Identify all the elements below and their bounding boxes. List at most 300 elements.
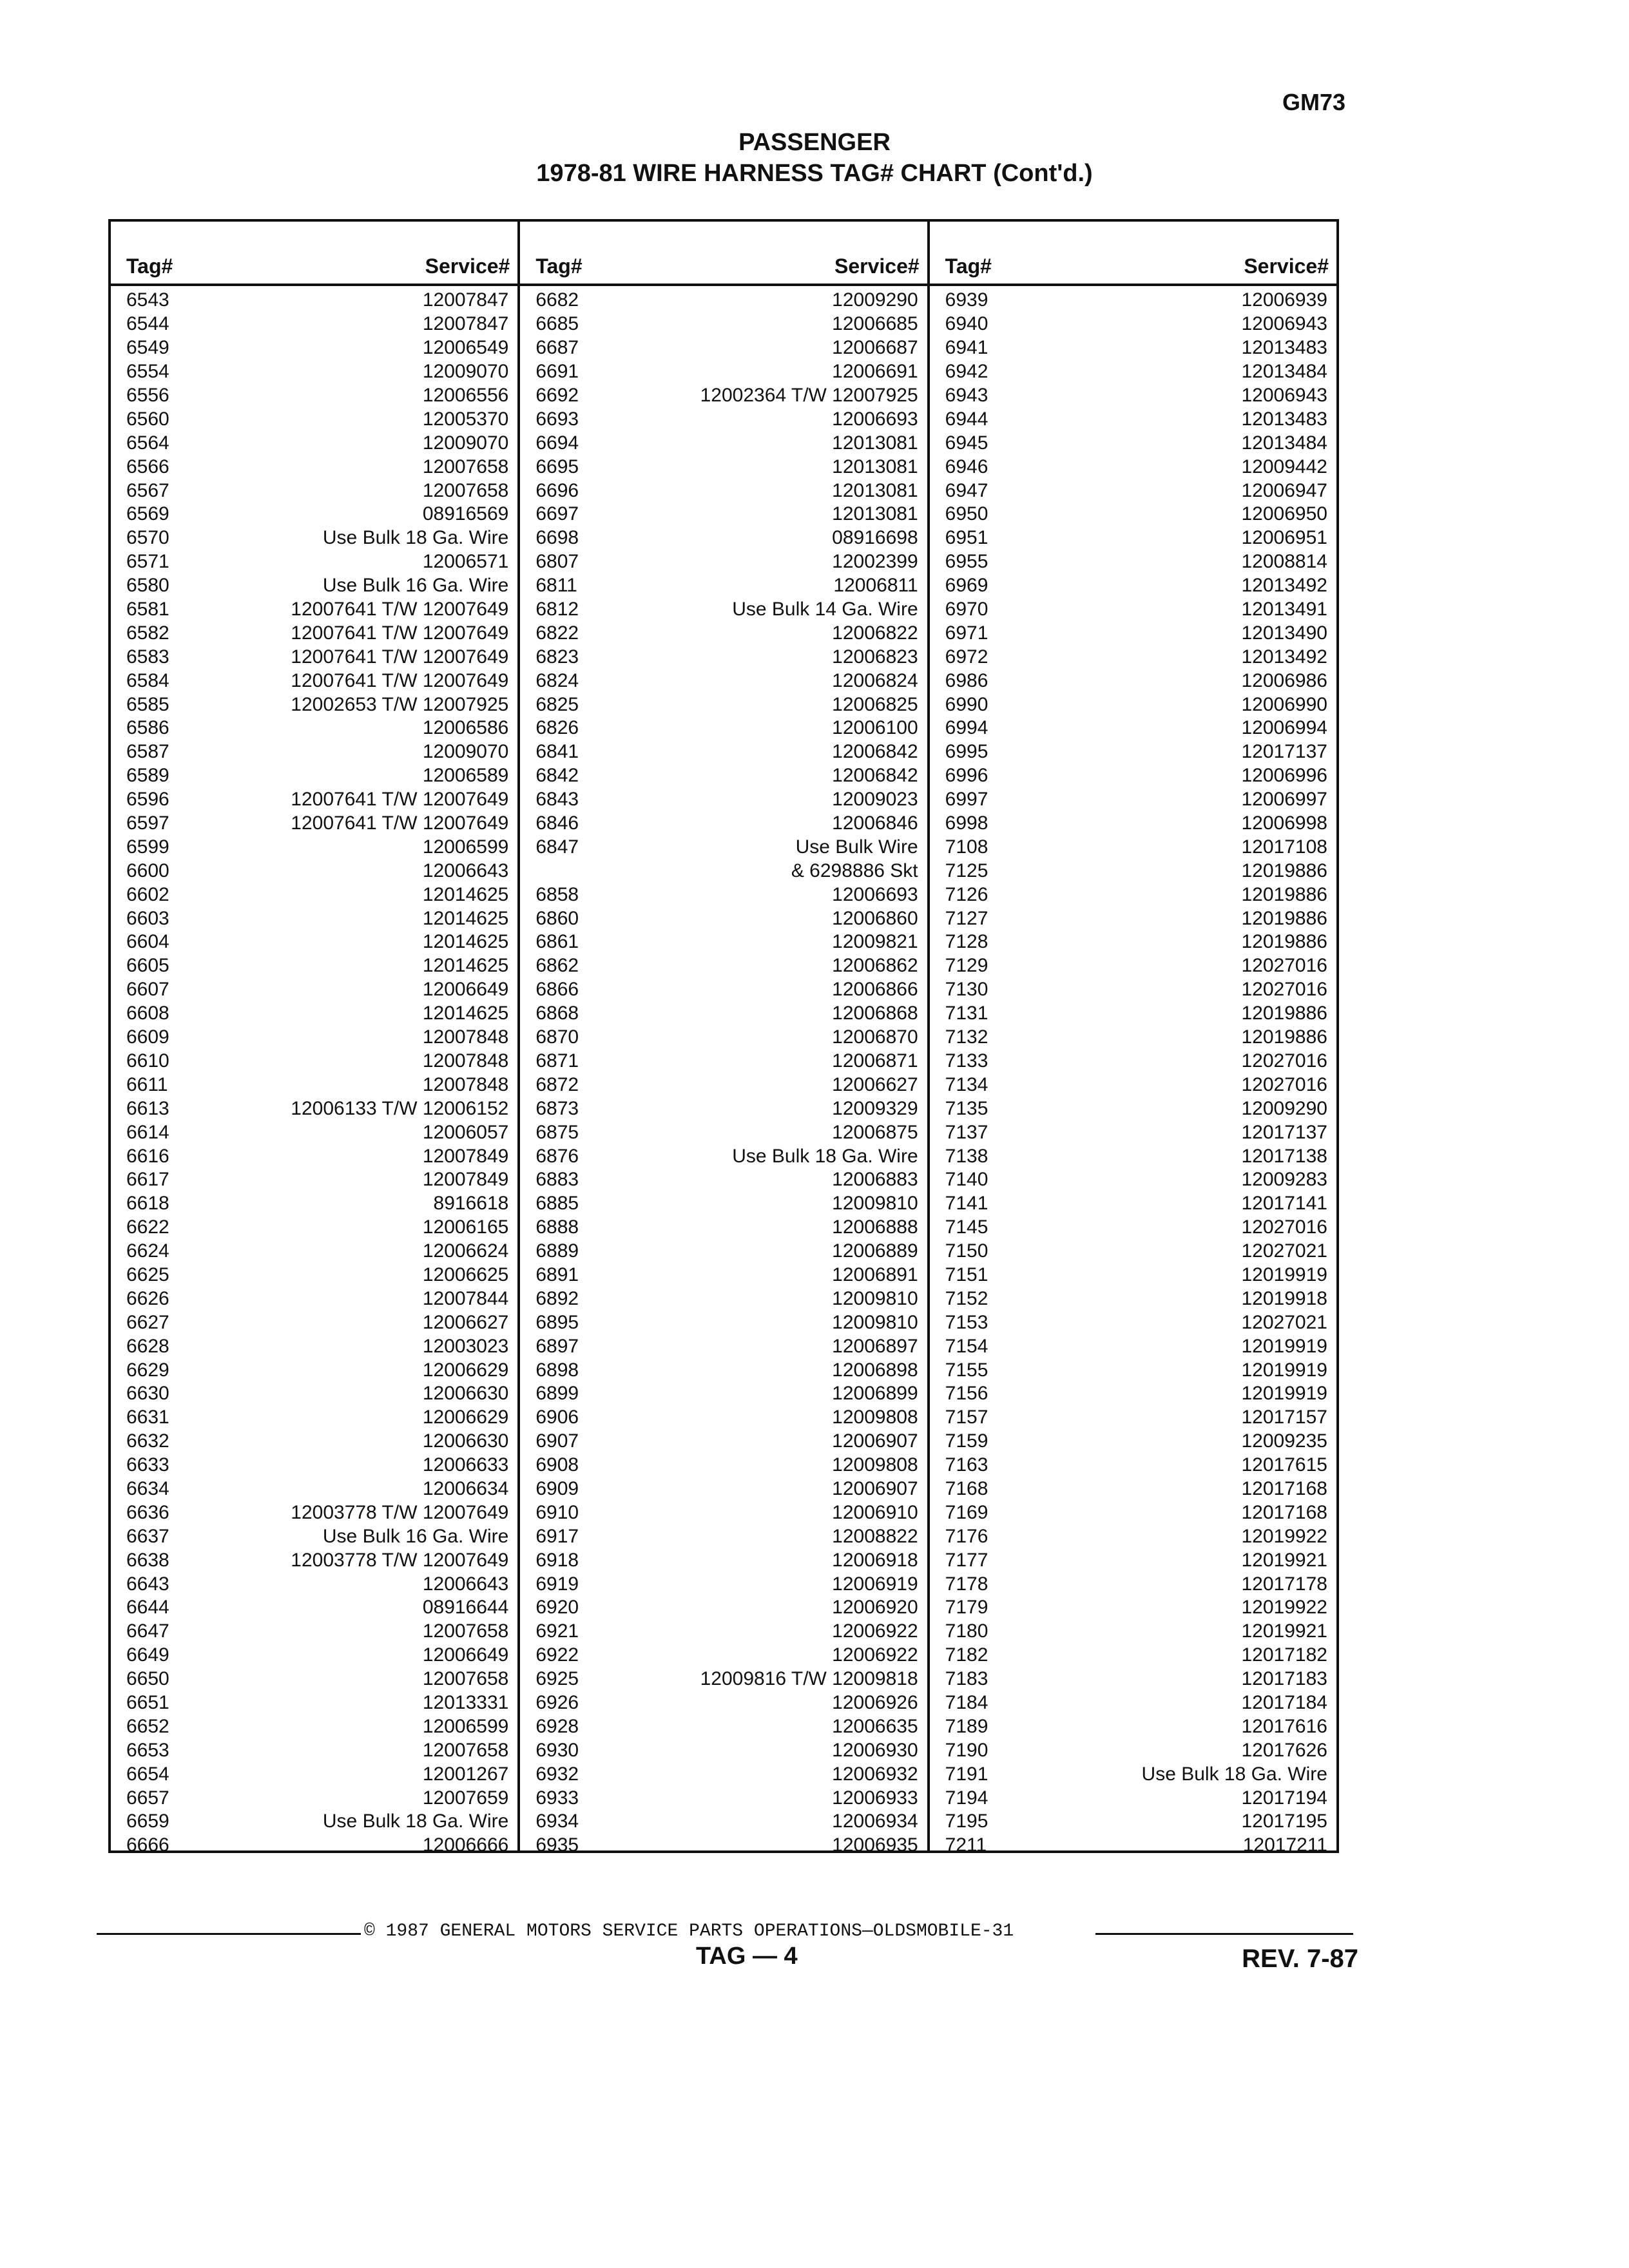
table-row: [520, 1454, 927, 1477]
table-row: [111, 1572, 517, 1596]
tag-number: 7176: [945, 1525, 988, 1547]
table-row: [520, 1715, 927, 1738]
service-number: 12006842: [832, 765, 918, 787]
service-number: 12006057: [422, 1121, 509, 1143]
tag-number: 7126: [945, 883, 988, 905]
service-number: 12019921: [1241, 1620, 1327, 1642]
service-number: 12006627: [832, 1073, 918, 1095]
tag-number: 6631: [126, 1407, 169, 1428]
tag-number: 7153: [945, 1311, 988, 1333]
table-row: [111, 930, 517, 954]
tag-number: 6872: [535, 1073, 579, 1095]
table-row: [930, 1786, 1336, 1810]
table-row: [520, 1334, 927, 1358]
service-number: 12007641 T/W 12007649: [291, 789, 509, 811]
tag-number: 7108: [945, 836, 988, 858]
tag-number: 6587: [126, 741, 169, 763]
tag-number: 6604: [126, 931, 169, 953]
table-row: [520, 1667, 927, 1691]
table-row: [111, 883, 517, 907]
service-number: 12006811: [833, 575, 918, 597]
tag-number: 6647: [126, 1620, 169, 1642]
table-row: [111, 812, 517, 836]
tag-number: 6969: [945, 575, 988, 597]
column-header: [111, 222, 517, 286]
service-number: 12006920: [832, 1597, 918, 1619]
service-number: 12007849: [422, 1145, 509, 1167]
service-number: 12008822: [832, 1525, 918, 1547]
service-number: 12003023: [422, 1335, 509, 1357]
tag-number: 6610: [126, 1050, 169, 1072]
service-number: 12019919: [1241, 1383, 1327, 1405]
table-row: [111, 336, 517, 360]
service-number: 12009816 T/W 12009818: [700, 1668, 918, 1690]
service-number: 12019886: [1241, 931, 1327, 953]
table-row: [520, 384, 927, 408]
table-rows: [111, 286, 517, 1858]
service-number: 12006823: [832, 646, 918, 668]
service-number: 12007658: [422, 1668, 509, 1690]
service-number: 12007847: [422, 289, 509, 311]
tag-number: 6955: [945, 551, 988, 573]
service-number: 12019919: [1241, 1359, 1327, 1381]
table-row: [520, 788, 927, 812]
table-row: [520, 1762, 927, 1786]
service-number: 12006599: [422, 836, 509, 858]
table-row: [520, 1002, 927, 1026]
service-header: Service#: [1244, 255, 1329, 278]
tag-number: 6950: [945, 503, 988, 525]
table-row: [520, 1264, 927, 1287]
service-number: 12009070: [422, 741, 509, 763]
service-number: 12006825: [832, 693, 918, 715]
table-row: [111, 907, 517, 930]
tag-number: 6622: [126, 1216, 169, 1238]
service-number: 12013492: [1241, 575, 1327, 597]
table-row: [111, 1097, 517, 1120]
table-row: [520, 740, 927, 764]
table-row: [520, 598, 927, 622]
service-number: 12006635: [832, 1715, 918, 1737]
tag-number: 6995: [945, 741, 988, 763]
service-number: 12017157: [1241, 1407, 1327, 1428]
tag-number: 6941: [945, 337, 988, 359]
tag-number: 6599: [126, 836, 169, 858]
table-row: [520, 479, 927, 503]
service-number: 12007641 T/W 12007649: [291, 599, 509, 620]
tag-number: 6908: [535, 1454, 579, 1476]
table-column-2: [517, 222, 927, 1856]
service-number: 12013484: [1241, 361, 1327, 383]
table-row: [111, 859, 517, 883]
tag-number: 6910: [535, 1501, 579, 1523]
tag-number: 6614: [126, 1121, 169, 1143]
table-row: [930, 669, 1336, 693]
table-row: [111, 1691, 517, 1715]
service-number: 12007848: [422, 1073, 509, 1095]
tag-header: Tag#: [535, 255, 583, 278]
tag-number: 6650: [126, 1668, 169, 1690]
table-row: [111, 1002, 517, 1026]
table-row: [930, 740, 1336, 764]
table-row: [520, 1358, 927, 1382]
service-number: 12003778 T/W 12007649: [291, 1549, 509, 1571]
tag-number: 6811: [535, 575, 577, 597]
service-number: 12006687: [832, 337, 918, 359]
tag-number: 6544: [126, 313, 169, 335]
tag-number: 6691: [535, 361, 579, 383]
tag-number: 7133: [945, 1050, 988, 1072]
table-row: [930, 1524, 1336, 1548]
service-number: 12013081: [832, 503, 918, 525]
table-rows: [520, 286, 927, 1858]
service-number: Use Bulk Wire: [795, 836, 918, 858]
table-row: [520, 978, 927, 1002]
tag-number: 6692: [535, 385, 579, 406]
service-number: 12008814: [1241, 551, 1327, 573]
service-number: 12013491: [1241, 599, 1327, 620]
table-row: [520, 1477, 927, 1501]
tag-number: 6907: [535, 1430, 579, 1452]
table-row: [520, 1382, 927, 1406]
footer-rule-right: [1095, 1933, 1353, 1935]
service-number: 12006875: [832, 1121, 918, 1143]
tag-number: 7135: [945, 1097, 988, 1119]
table-row: [111, 1216, 517, 1240]
table-row: [111, 1406, 517, 1430]
tag-number: 6582: [126, 622, 169, 644]
table-row: [520, 336, 927, 360]
table-row: [111, 1762, 517, 1786]
table-row: [111, 1667, 517, 1691]
tag-number: 6826: [535, 717, 579, 739]
tag-header: Tag#: [945, 255, 992, 278]
tag-number: 6564: [126, 432, 169, 454]
table-row: [520, 1524, 927, 1548]
tag-number: 7145: [945, 1216, 988, 1238]
table-row: [930, 621, 1336, 645]
service-number: 12006947: [1241, 479, 1327, 501]
service-number: & 6298886 Skt: [791, 860, 918, 881]
service-number: 12007658: [422, 456, 509, 477]
tag-number: 6875: [535, 1121, 579, 1143]
table-row: [930, 1002, 1336, 1026]
tag-number: 6947: [945, 479, 988, 501]
service-number: 12006693: [832, 883, 918, 905]
table-row: [111, 693, 517, 716]
service-number: 12006932: [832, 1763, 918, 1785]
tag-number: 6608: [126, 1003, 169, 1024]
table-row: [930, 1144, 1336, 1168]
service-number: 12006922: [832, 1644, 918, 1666]
table-row: [930, 954, 1336, 978]
tag-number: 6602: [126, 883, 169, 905]
table-row: [111, 621, 517, 645]
page-title: PASSENGER: [738, 129, 891, 156]
tag-number: 6693: [535, 408, 579, 430]
service-header: Service#: [834, 255, 920, 278]
table-row: [930, 526, 1336, 550]
tag-number: 6942: [945, 361, 988, 383]
tag-number: 7152: [945, 1287, 988, 1309]
tag-number: 6682: [535, 289, 579, 311]
tag-number: 6603: [126, 907, 169, 929]
tag-number: 6841: [535, 741, 579, 763]
service-number: Use Bulk 16 Ga. Wire: [322, 1525, 509, 1547]
tag-number: 6659: [126, 1811, 169, 1832]
table-row: [520, 669, 927, 693]
table-row: [520, 883, 927, 907]
table-row: [111, 1810, 517, 1834]
tag-number: 6567: [126, 479, 169, 501]
service-number: 12019919: [1241, 1264, 1327, 1285]
table-row: [111, 716, 517, 740]
service-number: 12006950: [1241, 503, 1327, 525]
service-number: 12027016: [1241, 955, 1327, 977]
tag-number: 6970: [945, 599, 988, 620]
tag-number: 6892: [535, 1287, 579, 1309]
table-row: [111, 431, 517, 455]
table-row: [520, 1144, 927, 1168]
tag-number: 6560: [126, 408, 169, 430]
tag-number: 7159: [945, 1430, 988, 1452]
tag-number: 6939: [945, 289, 988, 311]
table-row: [111, 1715, 517, 1738]
service-number: 12019918: [1241, 1287, 1327, 1309]
tag-number: 6628: [126, 1335, 169, 1357]
tag-number: 6653: [126, 1739, 169, 1761]
tag-number: 6919: [535, 1573, 579, 1595]
service-number: 12019886: [1241, 883, 1327, 905]
service-number: 12006994: [1241, 717, 1327, 739]
service-number: 12006693: [832, 408, 918, 430]
tag-number: 7190: [945, 1739, 988, 1761]
service-number: 12017137: [1241, 1121, 1327, 1143]
table-row: [520, 574, 927, 598]
tag-number: 6920: [535, 1597, 579, 1619]
tag-number: 6895: [535, 1311, 579, 1333]
table-row: [520, 645, 927, 669]
tag-number: 6899: [535, 1383, 579, 1405]
tag-number: 6846: [535, 812, 579, 834]
table-row: [930, 1834, 1336, 1858]
tag-number: 7155: [945, 1359, 988, 1381]
service-number: 12006951: [1241, 527, 1327, 549]
table-row: [520, 1644, 927, 1667]
tag-number: 6597: [126, 812, 169, 834]
table-row: [520, 1786, 927, 1810]
service-number: 12006883: [832, 1169, 918, 1191]
service-number: 12013492: [1241, 646, 1327, 668]
table-row: [520, 455, 927, 479]
service-number: 12006888: [832, 1216, 918, 1238]
tag-number: 6860: [535, 907, 579, 929]
table-row: [111, 1026, 517, 1050]
service-number: 12006860: [832, 907, 918, 929]
table-row: [520, 526, 927, 550]
service-number: 12006939: [1241, 289, 1327, 311]
tag-number: 7179: [945, 1597, 988, 1619]
tag-number: 7140: [945, 1169, 988, 1191]
service-number: 12002364 T/W 12007925: [700, 385, 918, 406]
tag-number: 6843: [535, 789, 579, 811]
service-number: 12006630: [422, 1383, 509, 1405]
tag-number: 6858: [535, 883, 579, 905]
table-row: [930, 788, 1336, 812]
table-row: [930, 1192, 1336, 1216]
service-number: 12006943: [1241, 313, 1327, 335]
tag-number: 6629: [126, 1359, 169, 1381]
service-number: 12006910: [832, 1501, 918, 1523]
table-row: [930, 645, 1336, 669]
table-row: [930, 574, 1336, 598]
tag-number: 7131: [945, 1003, 988, 1024]
tag-number: 6943: [945, 385, 988, 406]
service-number: 12017616: [1241, 1715, 1327, 1737]
service-number: 12014625: [422, 907, 509, 929]
service-number: 12006846: [832, 812, 918, 834]
tag-number: 6972: [945, 646, 988, 668]
service-number: 12014625: [422, 955, 509, 977]
tag-number: 6584: [126, 669, 169, 691]
tag-number: 7191: [945, 1763, 988, 1785]
table-row: [520, 360, 927, 384]
service-number: 12006930: [832, 1739, 918, 1761]
tag-number: 6928: [535, 1715, 579, 1737]
document-code: GM73: [1282, 89, 1345, 115]
table-row: [930, 455, 1336, 479]
service-number: 12009810: [832, 1311, 918, 1333]
service-number: 12006998: [1241, 812, 1327, 834]
service-number: 12019922: [1241, 1525, 1327, 1547]
tag-number: 6883: [535, 1169, 579, 1191]
tag-number: 6624: [126, 1240, 169, 1262]
table-row: [930, 1216, 1336, 1240]
table-row: [930, 1240, 1336, 1264]
table-row: [520, 431, 927, 455]
tag-number: 6596: [126, 789, 169, 811]
service-number: Use Bulk 18 Ga. Wire: [322, 527, 509, 549]
tag-number: 7125: [945, 860, 988, 881]
tag-number: 6823: [535, 646, 579, 668]
tag-number: 6654: [126, 1763, 169, 1785]
table-row: [111, 407, 517, 431]
tag-number: 6861: [535, 931, 579, 953]
service-number: 12006868: [832, 1003, 918, 1024]
tag-number: 7183: [945, 1668, 988, 1690]
tag-number: 6549: [126, 337, 169, 359]
table-row: [520, 835, 927, 859]
tag-number: 6871: [535, 1050, 579, 1072]
table-row: [520, 1810, 927, 1834]
tag-number: 6922: [535, 1644, 579, 1666]
table-row: [930, 1810, 1336, 1834]
table-row: [520, 812, 927, 836]
service-number: 12006891: [832, 1264, 918, 1285]
table-row: [930, 1050, 1336, 1073]
service-number: 12009283: [1241, 1169, 1327, 1191]
table-row: [930, 598, 1336, 622]
table-row: [930, 716, 1336, 740]
tag-number: 7130: [945, 979, 988, 1001]
service-number: 12013081: [832, 456, 918, 477]
tag-number: 6918: [535, 1549, 579, 1571]
table-row: [111, 289, 517, 312]
table-row: [111, 1430, 517, 1454]
tag-number: 6888: [535, 1216, 579, 1238]
service-number: 12009023: [832, 789, 918, 811]
service-number: 12017138: [1241, 1145, 1327, 1167]
tag-number: 6644: [126, 1597, 169, 1619]
service-number: 12006926: [832, 1691, 918, 1713]
tag-number: 6652: [126, 1715, 169, 1737]
tag-number: 6589: [126, 765, 169, 787]
table-row: [520, 1192, 927, 1216]
tag-number: 7189: [945, 1715, 988, 1737]
service-number: 12007641 T/W 12007649: [291, 646, 509, 668]
service-number: 12003778 T/W 12007649: [291, 1501, 509, 1523]
service-number: 12006629: [422, 1407, 509, 1428]
service-number: 12006633: [422, 1454, 509, 1476]
service-number: 12007641 T/W 12007649: [291, 669, 509, 691]
tag-number: 6807: [535, 551, 579, 573]
tag-number: 6934: [535, 1811, 579, 1832]
tag-number: 6583: [126, 646, 169, 668]
service-number: 12007658: [422, 1739, 509, 1761]
tag-number: 6633: [126, 1454, 169, 1476]
tag-number: 6636: [126, 1501, 169, 1523]
service-number: 12006630: [422, 1430, 509, 1452]
service-number: 12013490: [1241, 622, 1327, 644]
service-number: 12027021: [1241, 1240, 1327, 1262]
service-number: 12006933: [832, 1787, 918, 1809]
table-row: [930, 1358, 1336, 1382]
tag-number: 7177: [945, 1549, 988, 1571]
service-number: 12006643: [422, 860, 509, 881]
table-row: [111, 788, 517, 812]
tag-number: 6569: [126, 503, 169, 525]
table-row: [520, 1097, 927, 1120]
table-row: [930, 289, 1336, 312]
table-row: [111, 455, 517, 479]
table-row: [520, 1168, 927, 1192]
table-row: [520, 503, 927, 526]
table-row: [930, 930, 1336, 954]
table-row: [930, 360, 1336, 384]
tag-number: 6935: [535, 1834, 579, 1856]
tag-number: 6626: [126, 1287, 169, 1309]
tag-number: 6906: [535, 1407, 579, 1428]
service-number: 12009808: [832, 1454, 918, 1476]
table-row: [111, 1477, 517, 1501]
footer-rule-left: [97, 1933, 361, 1935]
table-rows: [930, 286, 1336, 1858]
tag-number: 6687: [535, 337, 579, 359]
table-row: [111, 1287, 517, 1311]
tag-number: 7132: [945, 1026, 988, 1048]
tag-number: 6586: [126, 717, 169, 739]
table-row: [111, 1501, 517, 1524]
table-row: [930, 1596, 1336, 1620]
tag-number: 6634: [126, 1477, 169, 1499]
table-row: [930, 1073, 1336, 1097]
tag-number: 7180: [945, 1620, 988, 1642]
service-number: 12014625: [422, 1003, 509, 1024]
table-row: [520, 1596, 927, 1620]
tag-number: 6566: [126, 456, 169, 477]
service-number: 08916569: [422, 503, 509, 525]
tag-number: 6891: [535, 1264, 579, 1285]
